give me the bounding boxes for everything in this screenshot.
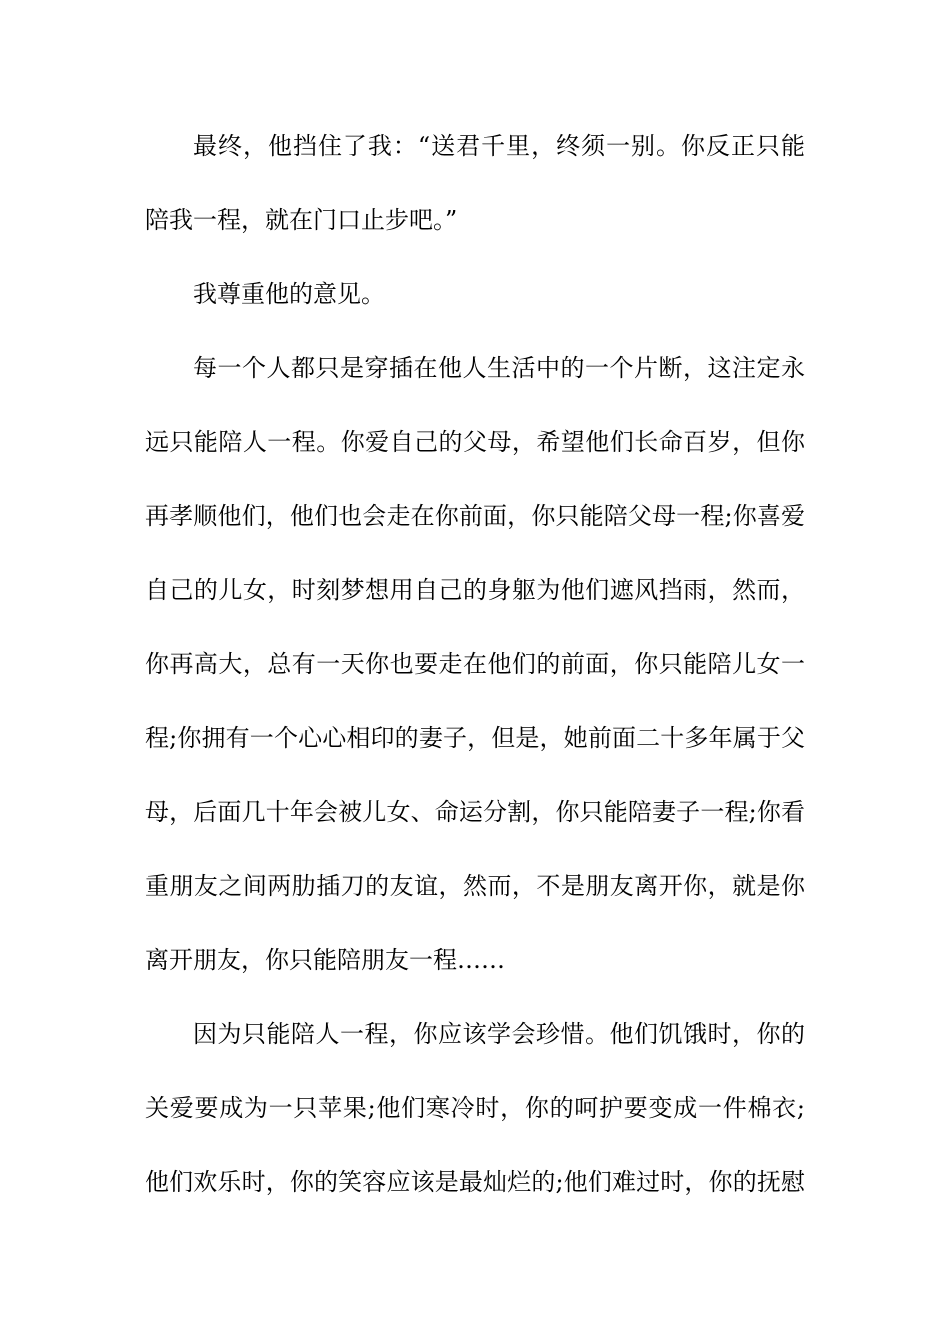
text-line: 陪我一程，就在门口止步吧。” (145, 206, 458, 234)
text-line: 最终，他挡住了我：“送君千里，终须一别。你反正只能 (193, 132, 805, 160)
text-line: 自己的儿女，时刻梦想用自己的身躯为他们遮风挡雨，然而， (145, 576, 805, 604)
text-line: 母，后面几十年会被儿女、命运分割，你只能陪妻子一程;你看 (145, 798, 805, 826)
text-line: 每一个人都只是穿插在他人生活中的一个片断，这注定永 (193, 354, 805, 382)
text-line: 再孝顺他们，他们也会走在你前面，你只能陪父母一程;你喜爱 (145, 502, 805, 530)
text-line: 重朋友之间两肋插刀的友谊，然而，不是朋友离开你，就是你 (145, 872, 805, 900)
text-line: 离开朋友，你只能陪朋友一程…… (145, 946, 505, 974)
document-body (145, 128, 805, 1238)
text-line: 远只能陪人一程。你爱自己的父母，希望他们长命百岁，但你 (145, 428, 805, 456)
text-line: 程;你拥有一个心心相印的妻子，但是，她前面二十多年属于父 (145, 724, 805, 752)
text-line: 因为只能陪人一程，你应该学会珍惜。他们饥饿时，你的 (193, 1020, 805, 1048)
text-line: 他们欢乐时，你的笑容应该是最灿烂的;他们难过时，你的抚慰 (145, 1168, 805, 1196)
text-line: 我尊重他的意见。 (193, 280, 385, 308)
text-line: 你再高大，总有一天你也要走在他们的前面，你只能陪儿女一 (145, 650, 805, 678)
text-line: 关爱要成为一只苹果;他们寒冷时，你的呵护要变成一件棉衣; (145, 1094, 805, 1122)
